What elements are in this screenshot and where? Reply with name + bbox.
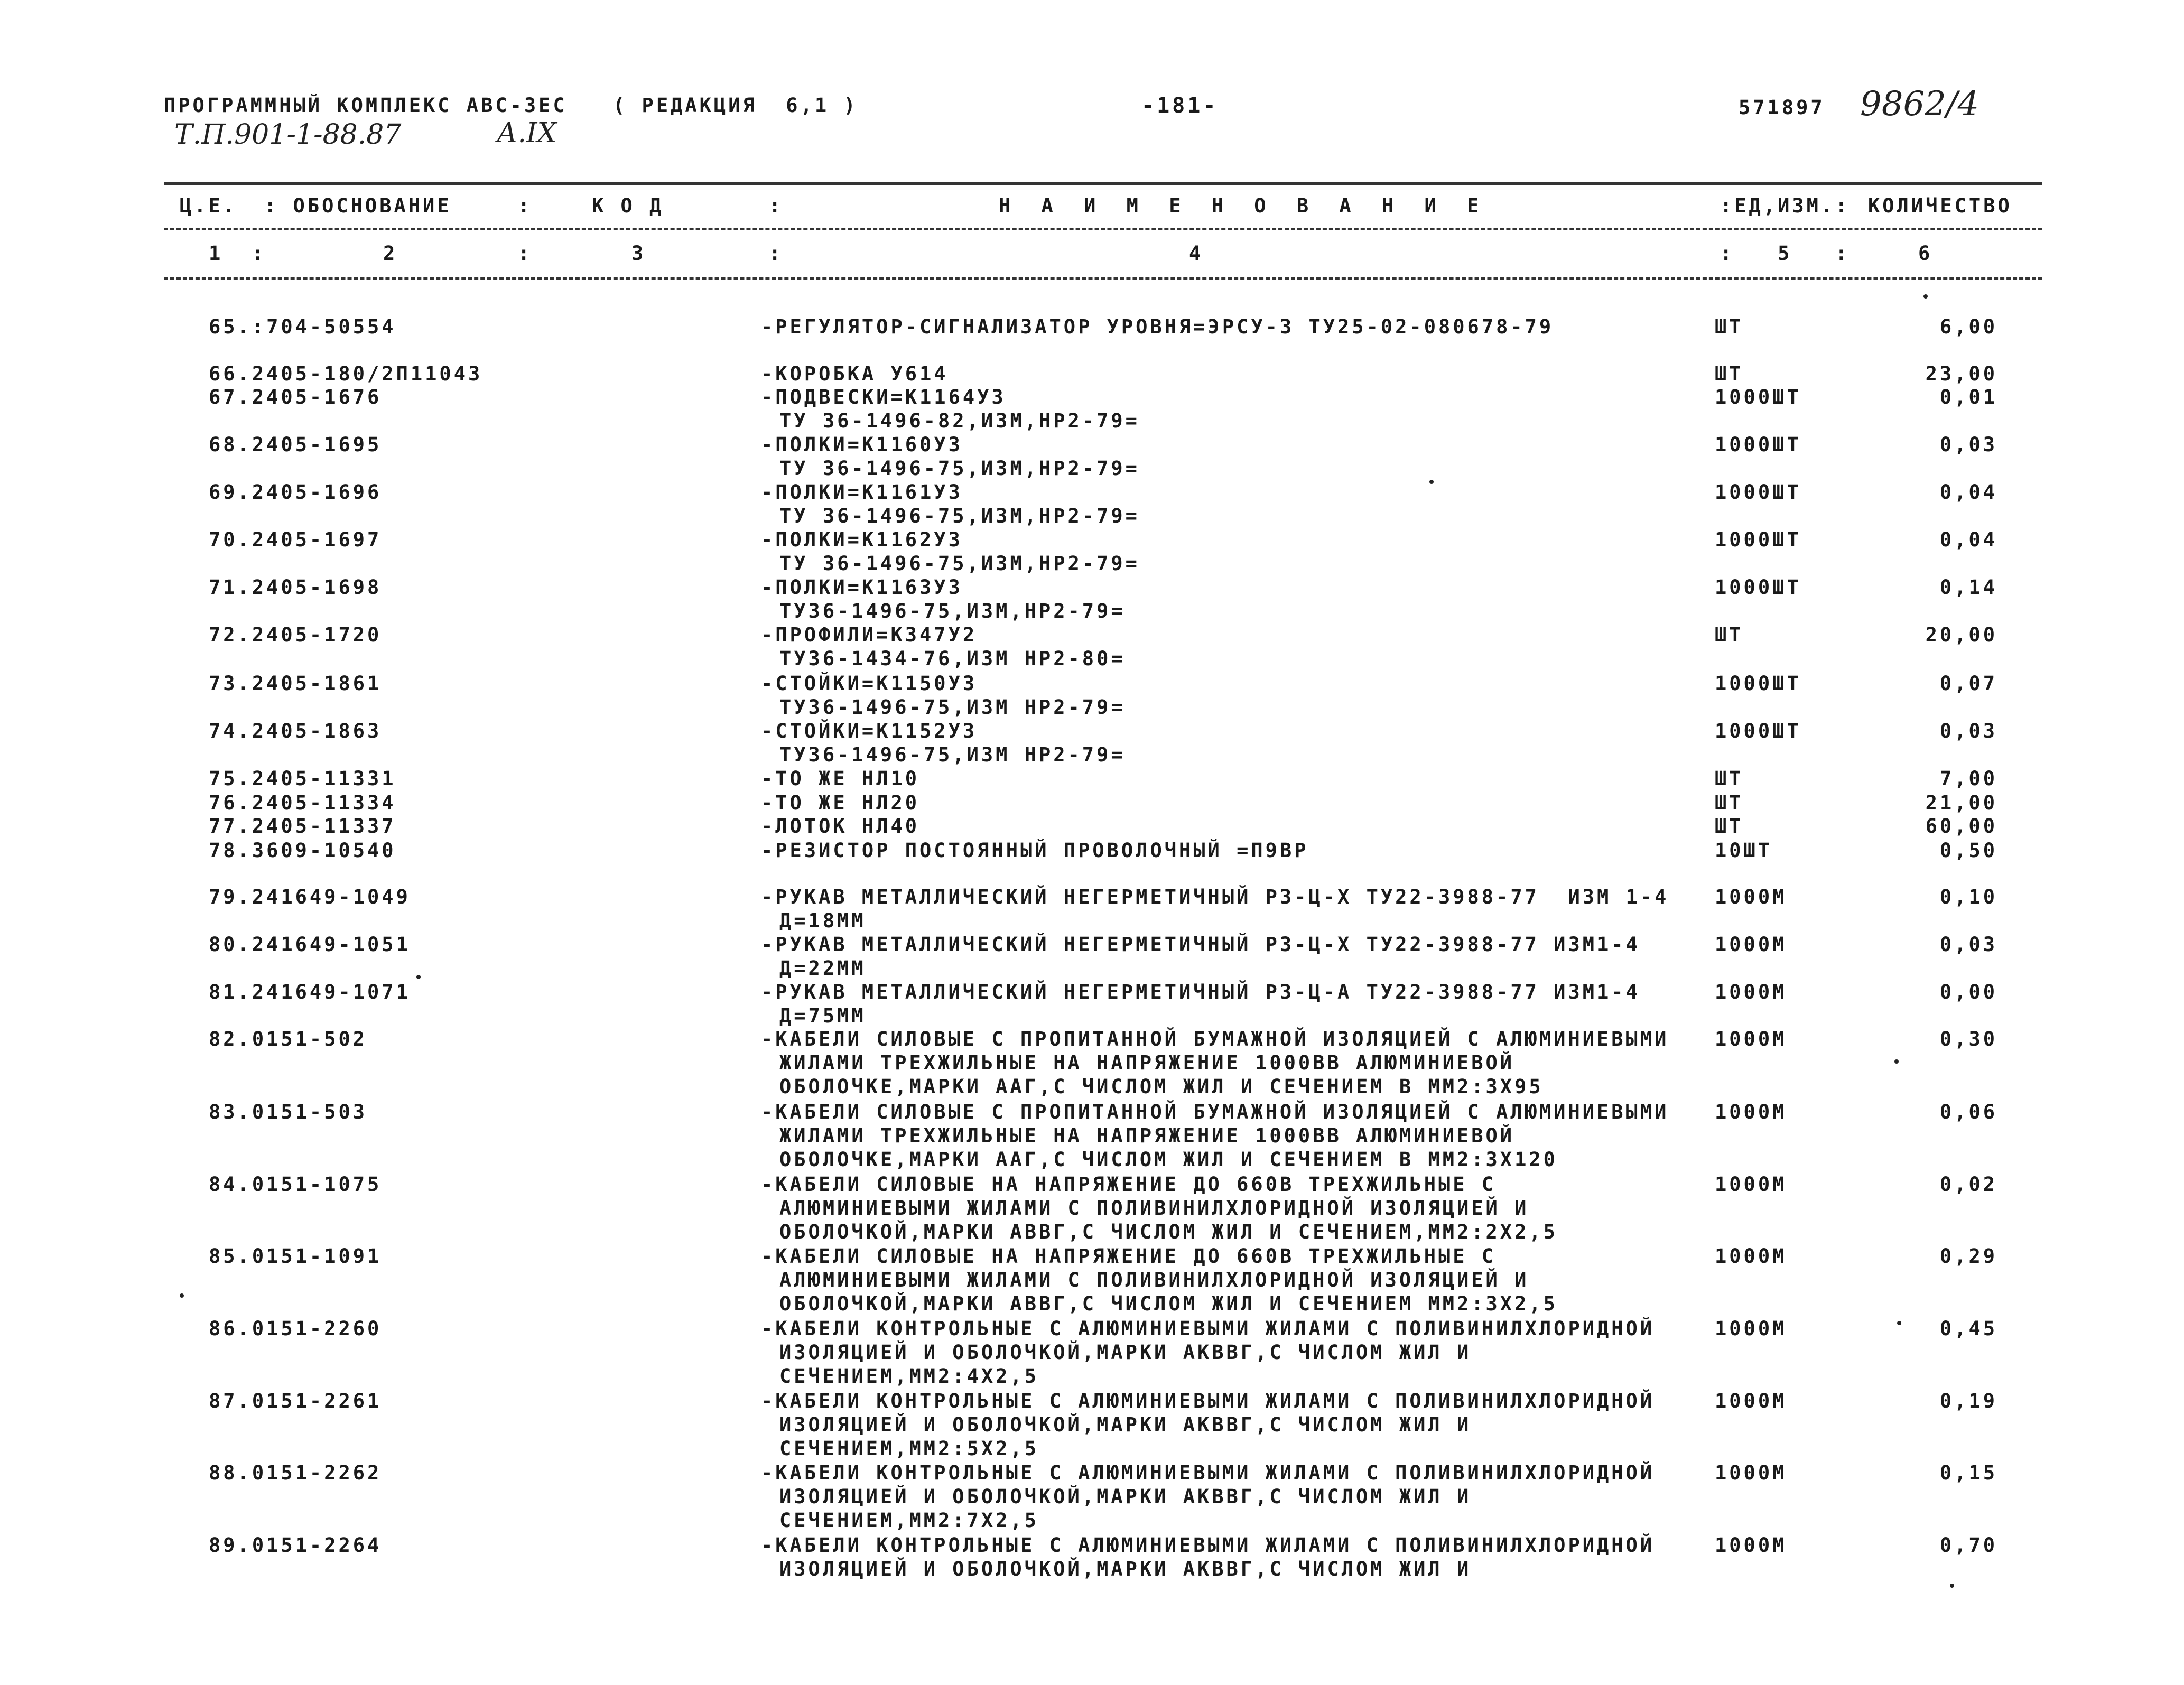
row-code: 78.3609-10540: [209, 839, 396, 862]
edition-label: ( РЕДАКЦИЯ 6,1 ): [613, 94, 858, 117]
row-code: 70.2405-1697: [209, 528, 382, 551]
row-name-continuation: ОБОЛОЧКОЙ,МАРКИ АВВГ,С ЧИСЛОМ ЖИЛ И СЕЧЕНИЕМ,ММ2:2Х2,5: [779, 1221, 1558, 1243]
row-code: 73.2405-1861: [209, 672, 382, 695]
col-header-unit: :ЕД,ИЗМ.:: [1720, 194, 1850, 217]
speck: [1923, 294, 1928, 299]
row-code: 89.0151-2264: [209, 1534, 382, 1557]
handwritten-reference: 9862/4: [1860, 85, 1979, 124]
col-header-basis: : ОБОСНОВАНИЕ: [264, 194, 452, 217]
row-name: -РЕЗИСТОР ПОСТОЯННЫЙ ПРОВОЛОЧНЫЙ =П9ВР: [761, 839, 1309, 862]
col-number-2: 2: [383, 242, 398, 265]
row-code: 88.0151-2262: [209, 1461, 382, 1484]
row-code: 82.0151-502: [209, 1028, 368, 1050]
col-number-sep-2: :: [518, 242, 533, 265]
row-name: -ПРОФИЛИ=К347У2: [761, 623, 978, 646]
row-name-continuation: СЕЧЕНИЕМ,ММ2:5Х2,5: [779, 1437, 1039, 1460]
row-code: 69.2405-1696: [209, 481, 382, 504]
table-top-rule: [164, 182, 2042, 185]
row-name: -ПОДВЕСКИ=К1164У3: [761, 386, 1006, 408]
row-name: -КАБЕЛИ КОНТРОЛЬНЫЕ С АЛЮМИНИЕВЫМИ ЖИЛАМИ С ПОЛИВИНИЛХЛОРИДНОЙ: [761, 1317, 1655, 1340]
row-unit: 1000М: [1715, 1028, 1787, 1050]
row-unit: 1000ШТ: [1715, 576, 1801, 599]
row-name: -ТО ЖЕ НЛ20: [761, 792, 920, 814]
row-name-continuation: Д=75ММ: [779, 1004, 866, 1027]
row-name-continuation: ЖИЛАМИ ТРЕХЖИЛЬНЫЕ НА НАПРЯЖЕНИЕ 1000ВВ АЛЮМИНИЕВОЙ: [779, 1051, 1515, 1074]
row-unit: ШТ: [1715, 792, 1744, 814]
row-quantity: 0,29: [1939, 1245, 1997, 1268]
row-quantity: 0,10: [1939, 886, 1997, 908]
row-code: 75.2405-11331: [209, 767, 396, 790]
row-quantity: 0,03: [1939, 720, 1997, 742]
row-name-continuation: Д=18ММ: [779, 909, 866, 932]
row-name-continuation: ИЗОЛЯЦИЕЙ И ОБОЛОЧКОЙ,МАРКИ АКВВГ,С ЧИСЛОМ ЖИЛ И: [779, 1485, 1472, 1508]
row-unit: ШТ: [1715, 315, 1744, 338]
row-unit: 1000ШТ: [1715, 481, 1801, 504]
row-name-continuation: ТУ 36-1496-75,ИЗМ,НР2-79=: [779, 505, 1140, 527]
row-name: -РУКАВ МЕТАЛЛИЧЕСКИЙ НЕГЕРМЕТИЧНЫЙ РЗ-Ц-Х ТУ22-3988-77 ИЗМ1-4: [761, 933, 1640, 956]
row-name-continuation: ОБОЛОЧКЕ,МАРКИ ААГ,С ЧИСЛОМ ЖИЛ И СЕЧЕНИЕМ В ММ2:3Х120: [779, 1148, 1558, 1171]
row-name: -ПОЛКИ=К1160У3: [761, 433, 963, 456]
row-code: 87.0151-2261: [209, 1390, 382, 1412]
speck: [1894, 1059, 1899, 1064]
row-quantity: 0,15: [1939, 1461, 1997, 1484]
row-quantity: 21,00: [1925, 792, 1997, 814]
row-quantity: 0,19: [1939, 1390, 1997, 1412]
row-name-continuation: АЛЮМИНИЕВЫМИ ЖИЛАМИ С ПОЛИВИНИЛХЛОРИДНОЙ ИЗОЛЯЦИЕЙ И: [779, 1197, 1529, 1219]
row-quantity: 0,03: [1939, 433, 1997, 456]
row-code: 74.2405-1863: [209, 720, 382, 742]
row-quantity: 0,07: [1939, 672, 1997, 695]
row-unit: 1000М: [1715, 1390, 1787, 1412]
row-quantity: 0,02: [1939, 1173, 1997, 1196]
row-name: -КОРОБКА У614: [761, 362, 949, 385]
row-name: -ПОЛКИ=К1162У3: [761, 528, 963, 551]
row-unit: ШТ: [1715, 623, 1744, 646]
page-number: -181-: [1141, 94, 1219, 118]
row-name: -КАБЕЛИ КОНТРОЛЬНЫЕ С АЛЮМИНИЕВЫМИ ЖИЛАМИ С ПОЛИВИНИЛХЛОРИДНОЙ: [761, 1390, 1655, 1412]
row-code: 81.241649-1071: [209, 981, 411, 1003]
col-header-sep-2: :: [769, 194, 784, 217]
row-name-continuation: ЖИЛАМИ ТРЕХЖИЛЬНЫЕ НА НАПРЯЖЕНИЕ 1000ВВ АЛЮМИНИЕВОЙ: [779, 1124, 1515, 1147]
row-name-continuation: ИЗОЛЯЦИЕЙ И ОБОЛОЧКОЙ,МАРКИ АКВВГ,С ЧИСЛОМ ЖИЛ И: [779, 1413, 1472, 1436]
row-code: 80.241649-1051: [209, 933, 411, 956]
row-code: 67.2405-1676: [209, 386, 382, 408]
speck: [180, 1293, 184, 1298]
row-unit: ШТ: [1715, 815, 1744, 837]
row-name: -СТОЙКИ=К1150У3: [761, 672, 978, 695]
row-unit: 1000М: [1715, 933, 1787, 956]
row-unit: 1000М: [1715, 1317, 1787, 1340]
row-name: -КАБЕЛИ КОНТРОЛЬНЫЕ С АЛЮМИНИЕВЫМИ ЖИЛАМИ С ПОЛИВИНИЛХЛОРИДНОЙ: [761, 1461, 1655, 1484]
row-code: 86.0151-2260: [209, 1317, 382, 1340]
header-bottom-rule: [164, 277, 2042, 280]
row-quantity: 0,03: [1939, 933, 1997, 956]
row-name: -ПОЛКИ=К1161У3: [761, 481, 963, 504]
row-name: -РЕГУЛЯТОР-СИГНАЛИЗАТОР УРОВНЯ=ЭРСУ-3 ТУ25-02-080678-79: [761, 315, 1554, 338]
row-unit: 1000М: [1715, 1461, 1787, 1484]
row-code: 68.2405-1695: [209, 433, 382, 456]
row-code: 84.0151-1075: [209, 1173, 382, 1196]
row-name-continuation: ТУ 36-1496-75,ИЗМ,НР2-79=: [779, 457, 1140, 480]
col-header-1: Ц.Е.: [180, 194, 238, 217]
col-header-name: Н А И М Е Н О В А Н И Е: [999, 194, 1489, 217]
row-name-continuation: АЛЮМИНИЕВЫМИ ЖИЛАМИ С ПОЛИВИНИЛХЛОРИДНОЙ ИЗОЛЯЦИЕЙ И: [779, 1269, 1529, 1291]
row-unit: 1000ШТ: [1715, 386, 1801, 408]
row-name-continuation: ТУ 36-1496-82,ИЗМ,НР2-79=: [779, 409, 1140, 432]
row-unit: 1000М: [1715, 886, 1787, 908]
row-quantity: 23,00: [1925, 362, 1997, 385]
row-name-continuation: Д=22ММ: [779, 957, 866, 980]
col-header-sep-1: :: [518, 194, 533, 217]
header-mid-rule: [164, 228, 2042, 230]
row-name: -КАБЕЛИ СИЛОВЫЕ НА НАПРЯЖЕНИЕ ДО 660В ТРЕХЖИЛЬНЫЕ С: [761, 1245, 1497, 1268]
row-name-continuation: ОБОЛОЧКЕ,МАРКИ ААГ,С ЧИСЛОМ ЖИЛ И СЕЧЕНИЕМ В ММ2:3Х95: [779, 1075, 1544, 1098]
row-unit: ШТ: [1715, 362, 1744, 385]
row-name-continuation: ТУ36-1496-75,ИЗМ НР2-79=: [779, 696, 1126, 719]
row-name: -КАБЕЛИ СИЛОВЫЕ С ПРОПИТАННОЙ БУМАЖНОЙ ИЗОЛЯЦИЕЙ С АЛЮМИНИЕВЫМИ: [761, 1101, 1669, 1123]
row-quantity: 60,00: [1925, 815, 1997, 837]
speck: [1897, 1321, 1901, 1325]
row-quantity: 0,30: [1939, 1028, 1997, 1050]
row-name-continuation: ТУ36-1496-75,ИЗМ НР2-79=: [779, 743, 1126, 766]
row-code: 72.2405-1720: [209, 623, 382, 646]
row-unit: 1000М: [1715, 1101, 1787, 1123]
row-unit: 1000М: [1715, 1534, 1787, 1557]
col-number-sep-3: :: [769, 242, 784, 265]
row-code: 65.:704-50554: [209, 315, 396, 338]
row-unit: ШТ: [1715, 767, 1744, 790]
row-unit: 1000ШТ: [1715, 720, 1801, 742]
row-unit: 10ШТ: [1715, 839, 1773, 862]
row-name-continuation: ТУ 36-1496-75,ИЗМ,НР2-79=: [779, 552, 1140, 575]
speck: [1429, 480, 1434, 484]
row-unit: 1000М: [1715, 1173, 1787, 1196]
row-name: -КАБЕЛИ КОНТРОЛЬНЫЕ С АЛЮМИНИЕВЫМИ ЖИЛАМИ С ПОЛИВИНИЛХЛОРИДНОЙ: [761, 1534, 1655, 1557]
speck: [416, 975, 421, 979]
row-quantity: 0,06: [1939, 1101, 1997, 1123]
row-quantity: 7,00: [1939, 767, 1997, 790]
row-unit: 1000М: [1715, 1245, 1787, 1268]
row-quantity: 6,00: [1939, 315, 1997, 338]
row-code: 71.2405-1698: [209, 576, 382, 599]
row-name: -КАБЕЛИ СИЛОВЫЕ НА НАПРЯЖЕНИЕ ДО 660В ТРЕХЖИЛЬНЫЕ С: [761, 1173, 1497, 1196]
row-code: 77.2405-11337: [209, 815, 396, 837]
row-unit: 1000ШТ: [1715, 433, 1801, 456]
col-number-6: 6: [1918, 242, 1933, 265]
row-name-continuation: СЕЧЕНИЕМ,ММ2:4Х2,5: [779, 1365, 1039, 1388]
col-header-quantity: КОЛИЧЕСТВО: [1868, 194, 2012, 217]
row-name-continuation: ТУ36-1496-75,ИЗМ,НР2-79=: [779, 600, 1126, 622]
document-code: 571897: [1739, 96, 1825, 119]
program-title: ПРОГРАММНЫЙ КОМПЛЕКС АВС-3ЕС: [164, 94, 568, 117]
row-code: 76.2405-11334: [209, 792, 396, 814]
row-name: -ЛОТОК НЛ40: [761, 815, 920, 837]
row-name-continuation: СЕЧЕНИЕМ,ММ2:7Х2,5: [779, 1509, 1039, 1532]
col-number-1: 1 :: [209, 242, 267, 265]
col-header-code: К О Д: [592, 194, 664, 217]
handwritten-project: Т.П.901-1-88.87: [174, 119, 402, 151]
row-quantity: 0,14: [1939, 576, 1997, 599]
row-name: -ТО ЖЕ НЛ10: [761, 767, 920, 790]
speck: [1950, 1584, 1954, 1588]
row-name-continuation: ИЗОЛЯЦИЕЙ И ОБОЛОЧКОЙ,МАРКИ АКВВГ,С ЧИСЛОМ ЖИЛ И: [779, 1558, 1472, 1580]
row-unit: 1000ШТ: [1715, 528, 1801, 551]
row-name: -КАБЕЛИ СИЛОВЫЕ С ПРОПИТАННОЙ БУМАЖНОЙ ИЗОЛЯЦИЕЙ С АЛЮМИНИЕВЫМИ: [761, 1028, 1669, 1050]
row-quantity: 0,04: [1939, 481, 1997, 504]
row-name: -ПОЛКИ=К1163У3: [761, 576, 963, 599]
row-quantity: 0,50: [1939, 839, 1997, 862]
row-quantity: 0,04: [1939, 528, 1997, 551]
row-name-continuation: ИЗОЛЯЦИЕЙ И ОБОЛОЧКОЙ,МАРКИ АКВВГ,С ЧИСЛОМ ЖИЛ И: [779, 1341, 1472, 1364]
row-unit: 1000М: [1715, 981, 1787, 1003]
row-quantity: 0,70: [1939, 1534, 1997, 1557]
row-quantity: 0,01: [1939, 386, 1997, 408]
row-code: 66.2405-180/2П11043: [209, 362, 483, 385]
row-unit: 1000ШТ: [1715, 672, 1801, 695]
col-number-3: 3: [631, 242, 646, 265]
row-name: -РУКАВ МЕТАЛЛИЧЕСКИЙ НЕГЕРМЕТИЧНЫЙ РЗ-Ц-Х ТУ22-3988-77 ИЗМ 1-4: [761, 886, 1669, 908]
row-code: 79.241649-1049: [209, 886, 411, 908]
row-code: 83.0151-503: [209, 1101, 368, 1123]
row-quantity: 0,00: [1939, 981, 1997, 1003]
row-name: -СТОЙКИ=К1152У3: [761, 720, 978, 742]
col-number-4: 4: [1189, 242, 1204, 265]
row-quantity: 20,00: [1925, 623, 1997, 646]
row-code: 85.0151-1091: [209, 1245, 382, 1268]
row-name-continuation: ТУ36-1434-76,ИЗМ НР2-80=: [779, 647, 1126, 670]
row-name: -РУКАВ МЕТАЛЛИЧЕСКИЙ НЕГЕРМЕТИЧНЫЙ РЗ-Ц-А ТУ22-3988-77 ИЗМ1-4: [761, 981, 1640, 1003]
handwritten-album: А.IX: [497, 117, 557, 149]
row-quantity: 0,45: [1939, 1317, 1997, 1340]
col-number-5: : 5 :: [1720, 242, 1850, 265]
row-name-continuation: ОБОЛОЧКОЙ,МАРКИ АВВГ,С ЧИСЛОМ ЖИЛ И СЕЧЕНИЕМ ММ2:3Х2,5: [779, 1292, 1558, 1315]
